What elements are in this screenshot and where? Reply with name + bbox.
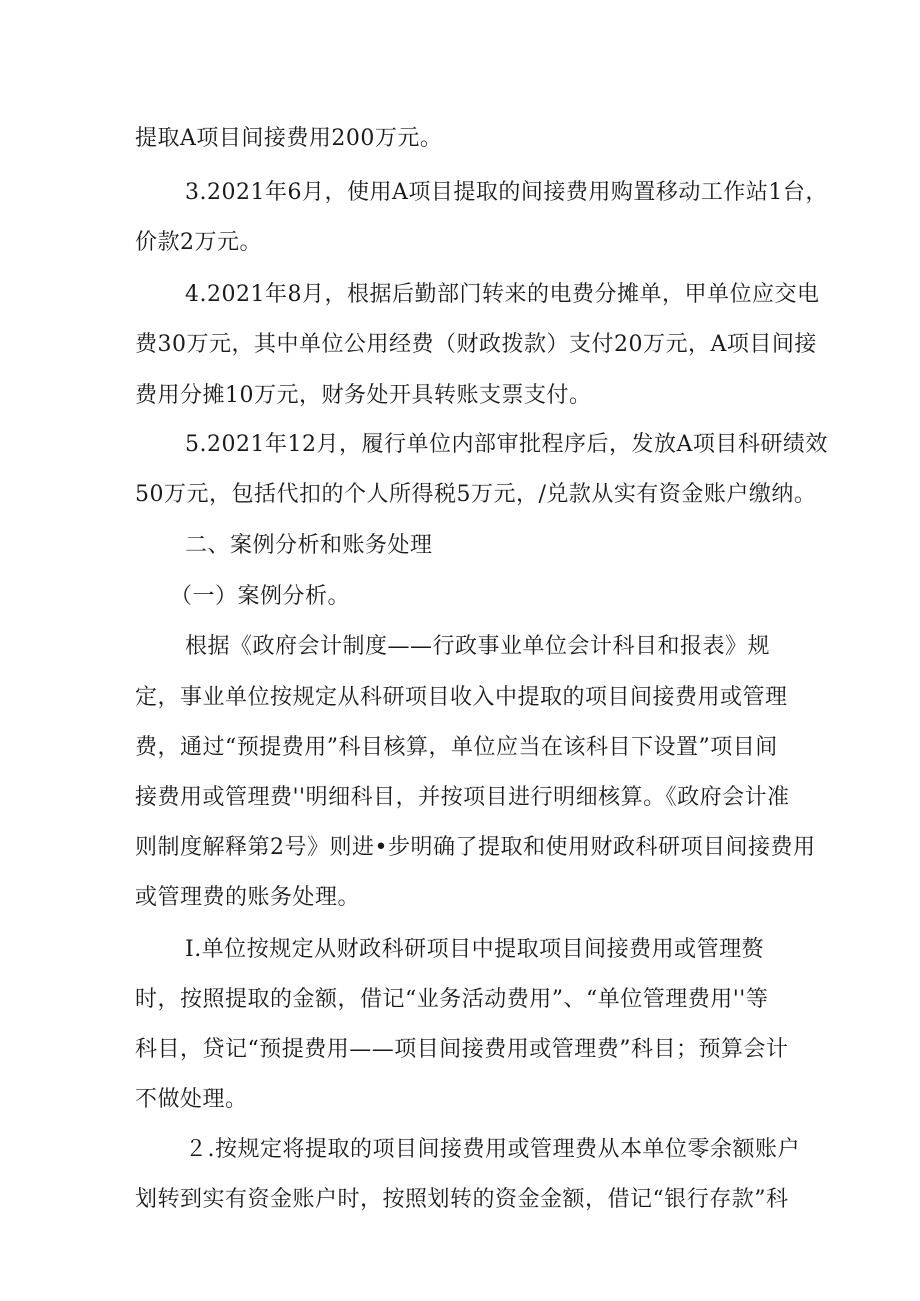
text-line: 提取A项目间接费用200万元。 — [135, 126, 443, 151]
text-line: 费30万元，其中单位公用经费（财政拨款）支付20万元，A项目间接 — [135, 332, 817, 357]
text-line: 50万元，包括代扣的个人所得税5万元，/兑款从实有资金账户缴纳。 — [135, 482, 817, 507]
text-line: 5.2021年12月，履行单位内部审批程序后，发放A项目科研绩效 — [185, 432, 828, 457]
text-line: 不做处理。 — [135, 1087, 248, 1112]
text-line: 则制度解释第2号》则进•步明确了提取和使用财政科研项目间接费用 — [135, 835, 816, 860]
text-line: 费用分摊10万元，财务处开具转账支票支付。 — [135, 383, 592, 408]
text-line: 划转到实有资金账户时，按照划转的资金金额，借记“银行存款”科 — [135, 1187, 789, 1212]
text-line: 3.2021年6月，使用A项目提取的间接费用购置移动工作站1台， — [185, 180, 828, 205]
text-line: 价款2万元。 — [135, 230, 262, 255]
text-line: 时，按照提取的金额，借记“业务活动费用”、“单位管理费用''等 — [135, 987, 769, 1012]
text-line: 费，通过“预提费用”科目核算，单位应当在该科目下设置”项目间 — [135, 735, 778, 760]
text-line: 定，事业单位按规定从科研项目收入中提取的项目间接费用或管理 — [135, 685, 788, 710]
text-line: 接费用或管理费''明细科目，并按项目进行明细核算。《政府会计准 — [135, 785, 790, 810]
section-heading: 二、案例分析和账务处理 — [185, 533, 433, 558]
text-line: I.单位按规定从财政科研项目中提取项目间接费用或管理赘 — [185, 937, 765, 962]
text-line: 4.2021年8月，根据后勤部门转来的电费分摊单，甲单位应交电 — [185, 282, 820, 307]
text-line: 科目，贷记“预提费用——项目间接费用或管理费”科目；预算会计 — [135, 1037, 789, 1062]
text-line: ２.按规定将提取的项目间接费用或管理费从本单位零余额账户 — [185, 1137, 800, 1162]
text-line: 或管理费的账务处理。 — [135, 885, 361, 910]
text-line: 根据《政府会计制度——行政事业单位会计科目和报表》规 — [185, 634, 771, 659]
subsection-heading: （一）案例分析。 — [170, 584, 351, 609]
